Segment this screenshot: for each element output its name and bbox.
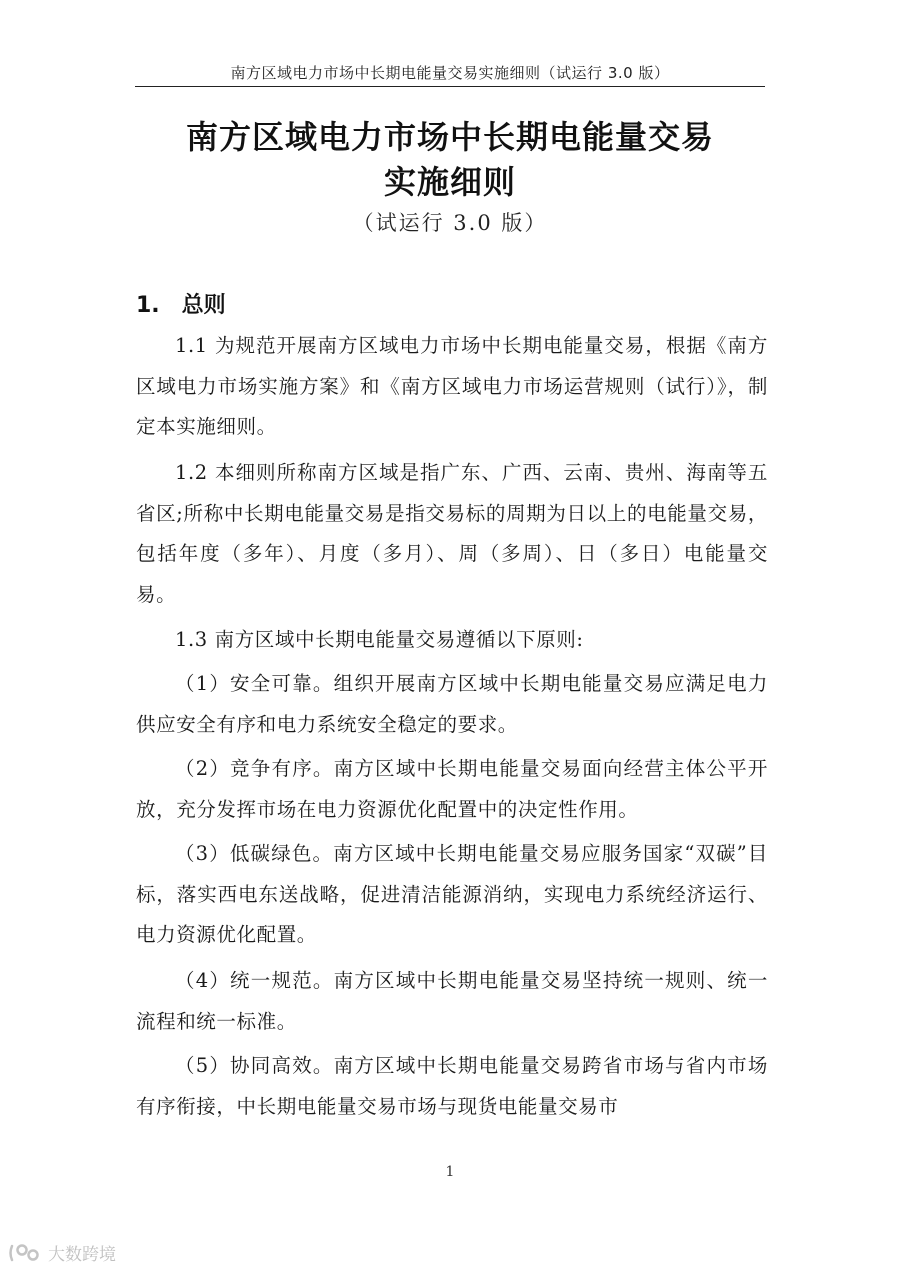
paragraph-1-1: 1.1 为规范开展南方区域电力市场中长期电能量交易，根据《南方区域电力市场实施方案》和《南方区域电力市场运营规则（试行）》，制定本实施细则。: [136, 334, 768, 438]
principle-5: （5）协同高效。南方区域中长期电能量交易跨省市场与省内市场有序衔接，中长期电能量交易市场与现货电能量交易市: [136, 1054, 768, 1118]
watermark-logo-icon: [8, 1242, 42, 1264]
paragraph-1-3: 1.3 南方区域中长期电能量交易遵循以下原则:: [175, 628, 584, 651]
header-rule: [135, 86, 765, 87]
section-heading: [136, 288, 226, 319]
section-title: 总则: [181, 293, 226, 318]
section-number: 1.: [136, 293, 160, 318]
principle-3: （3）低碳绿色。南方区域中长期电能量交易应服务国家“双碳”目标，落实西电东送战略，促进清洁能源消纳，实现电力系统经济运行、电力资源优化配置。: [136, 842, 768, 946]
principle-1: （1）安全可靠。组织开展南方区域中长期电能量交易应满足电力供应安全有序和电力系统安全稳定的要求。: [136, 672, 768, 736]
watermark: [8, 1240, 116, 1265]
watermark-text: 大数跨境: [48, 1245, 116, 1265]
principle-2: （2）竞争有序。南方区域中长期电能量交易面向经营主体公平开放，充分发挥市场在电力资源优化配置中的决定性作用。: [136, 757, 768, 821]
document-subtitle: （试运行 3.0 版）: [352, 211, 548, 235]
document-title-line-2: 实施细则: [383, 163, 516, 201]
paragraph-1-2: 1.2 本细则所称南方区域是指广东、广西、云南、贵州、海南等五省区;所称中长期电能量交易是指交易标的周期为日以上的电能量交易，包括年度（多年）、月度（多月）、周（多周）、日（多日）电能量交易。: [136, 461, 768, 606]
principle-4: （4）统一规范。南方区域中长期电能量交易坚持统一规则、统一流程和统一标准。: [136, 969, 768, 1033]
page-number: 1: [445, 1164, 455, 1180]
running-header: 南方区域电力市场中长期电能量交易实施细则（试运行 3.0 版）: [230, 64, 670, 82]
document-title-line-1: 南方区域电力市场中长期电能量交易: [185, 118, 714, 156]
